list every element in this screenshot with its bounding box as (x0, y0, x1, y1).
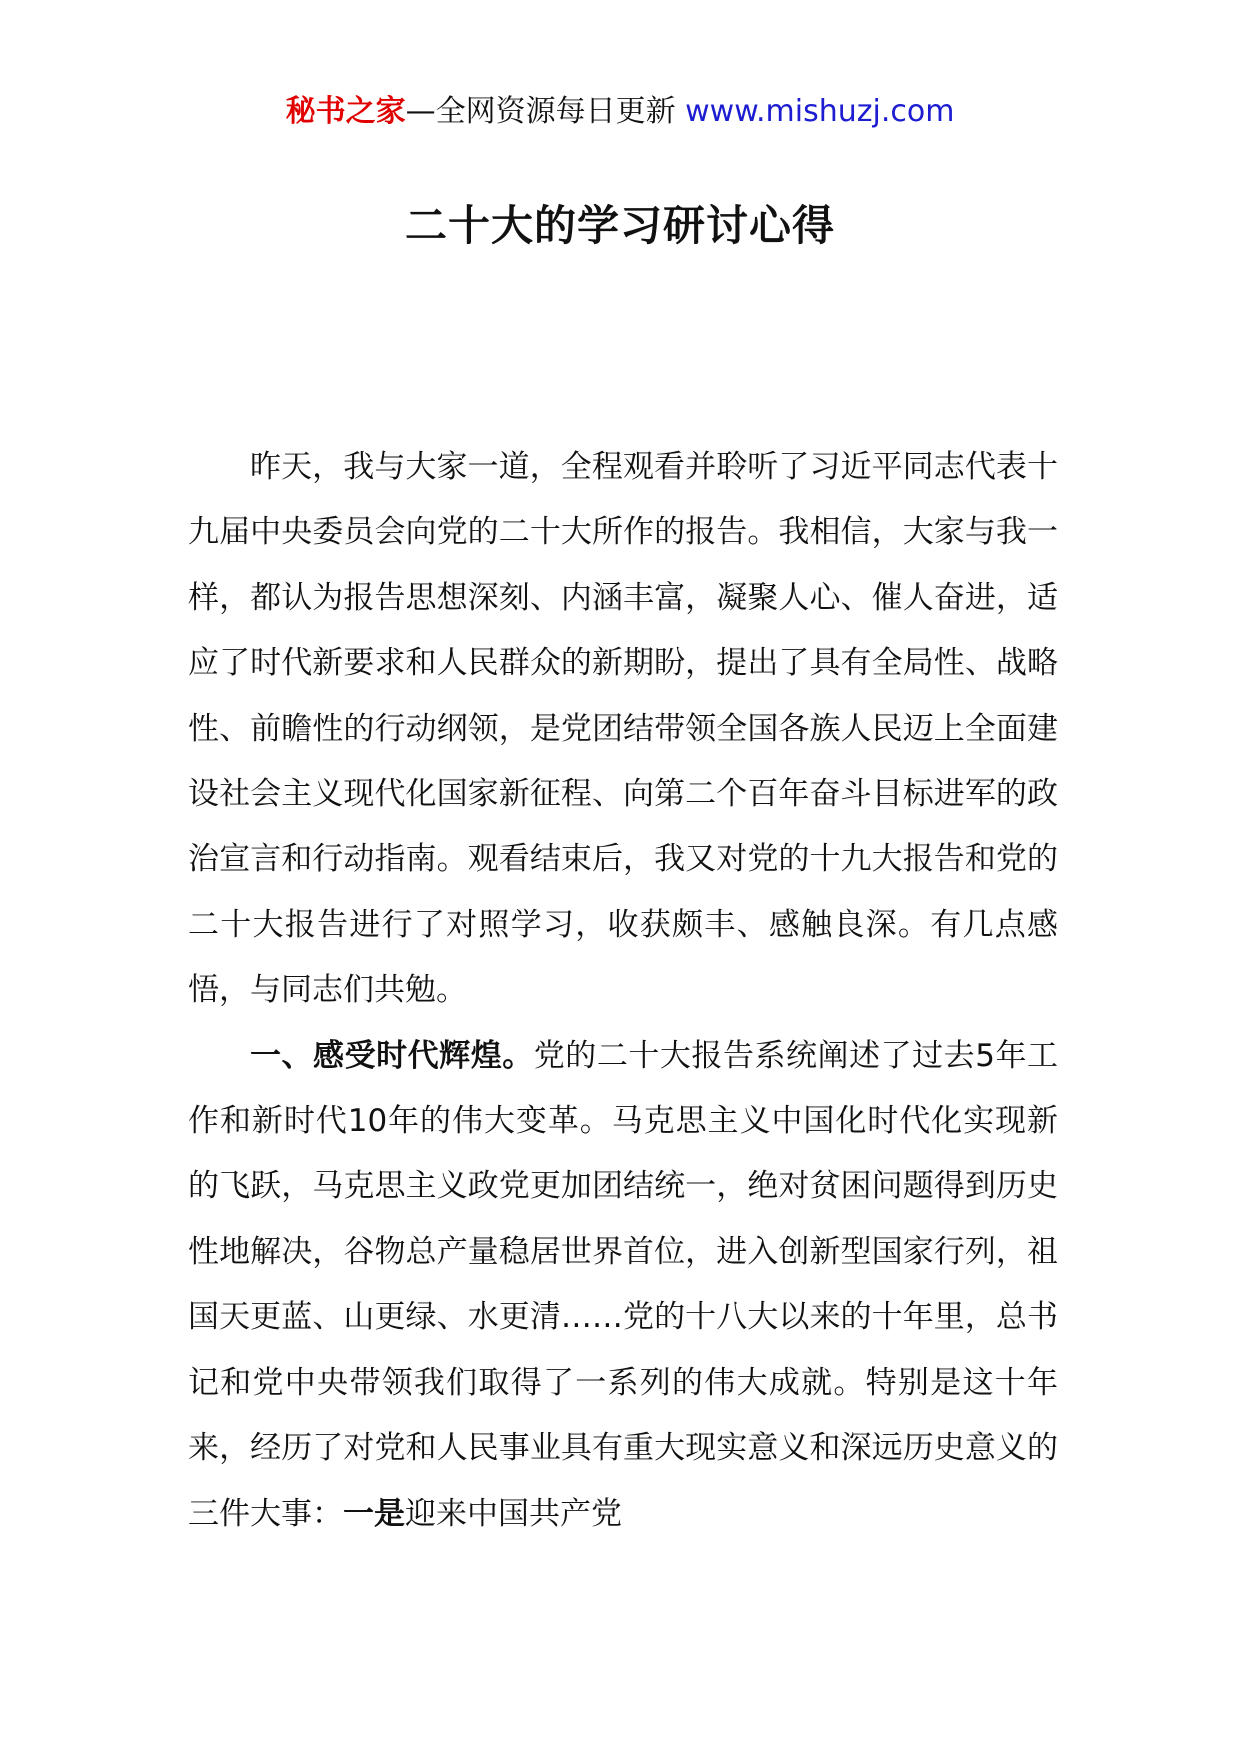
section-tail-text: 迎来中国共产党 (405, 1495, 622, 1532)
document-body (188, 435, 1058, 1547)
site-header (0, 92, 1240, 132)
site-tagline: —全网资源每日更新 (405, 94, 686, 129)
document-title: 二十大的学习研讨心得 (404, 201, 835, 250)
paragraph-section-1 (188, 1024, 1058, 1547)
section-text: 党的二十大报告系统阐述了过去5年工作和新时代10年的伟大变革。马克思主义中国化时代化实现新的飞跃，马克思主义政党更加团结统一，绝对贫困问题得到历史性地解决，谷物总产量稳居世界首位，进入创新型国家行列，祖国天更蓝、山更绿、水更清……党的十八大以来的十年里，总书记和党中央带领我们取得了一系列的伟大成就。特别是这十年来，经历了对党和人民事业具有重大现实意义和深远历史意义的三件大事： (188, 1037, 1058, 1532)
emphasis-text: 一是 (343, 1495, 405, 1532)
paragraph-intro: 昨天，我与大家一道，全程观看并聆听了习近平同志代表十九届中央委员会向党的二十大所作的报告。我相信，大家与我一样，都认为报告思想深刻、内涵丰富，凝聚人心、催人奋进，适应了时代新要求和人民群众的新期盼，提出了具有全局性、战略性、前瞻性的行动纲领，是党团结带领全国各族人民迈上全面建设社会主义现代化国家新征程、向第二个百年奋斗目标进军的政治宣言和行动指南。观看结束后，我又对党的十九大报告和党的二十大报告进行了对照学习，收获颇丰、感触良深。有几点感悟，与同志们共勉。 (188, 449, 1058, 1009)
site-url-link[interactable]: www.mishuzj.com (685, 94, 955, 129)
site-brand: 秘书之家 (285, 94, 406, 129)
section-heading: 一、感受时代辉煌。 (250, 1037, 534, 1074)
